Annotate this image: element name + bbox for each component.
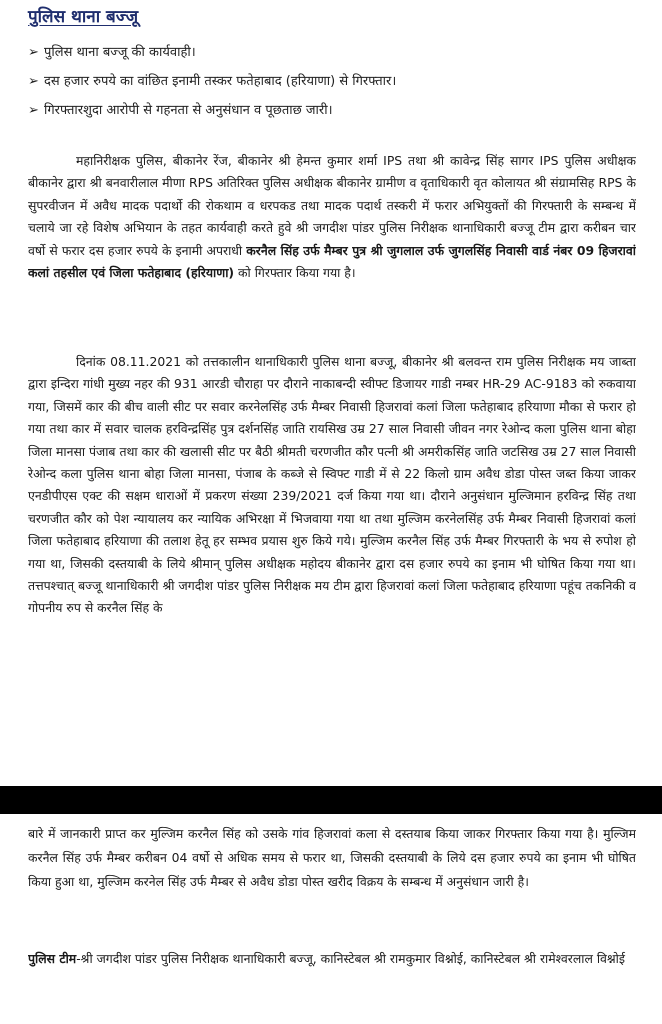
paragraph-incident	[28, 351, 636, 746]
bullet-text: पुलिस थाना बज्जू की कार्यवाही।	[44, 45, 196, 60]
paragraph-arrest	[28, 822, 636, 932]
bullet-list	[28, 38, 648, 125]
bullet-item	[28, 67, 648, 96]
police-team	[28, 946, 636, 1006]
arrow-bullet-icon: ➢	[28, 74, 39, 89]
incident-text: दिनांक 08.11.2021 को तत्तकालीन थानाधिकारी पुलिस थाना बज्जू, बीकानेर श्री बलवन्त राम पुलिस निरीक्षक मय जाब्ता द्वारा इन्दिरा गांधी मुख्य नहर की 931 आरडी चौराहा पर दौराने नाकाबन्दी स्वीफ्ट डिजायर गाडी नम्बर HR-29 AC-9183 को रुकवाया गया, जिसमें कार की बीच वाली सीट पर सवार करनेलसिंह उर्फ मैम्बर निवासी हिजरावां कलां जिला फतेहाबाद हरियाणा मौका से फरार हो गया तथा कार में सवार चालक हरविन्द्रसिंह पुत्र दर्शनसिंह जाति रायसिख उम्र 27 साल निवासी जीवन नगर रेओन्द कला पुलिस थाना बोहा जिला मानसा पंजाब तथा कार की खलासी सीट पर बैठी श्रीमती चरणजीत कौर पत्नी श्री अमरीकसिंह जाति जटसिख उम्र 27 साल निवासी रेओन्द कला पुलिस थाना बोहा जिला मानसा, पंजाब के कब्जे से स्विफ्ट गाडी में से 22 किलो ग्राम अवैध डोडा पोस्त जब्त किया जाकर एनडीपीएस एक्ट की सक्षम धाराओं में प्रकरण संख्या 239/2021 दर्ज किया गया था। दौराने अनुसंधान मुल्जिमान हरविन्द्र सिंह तथा चरणजीत कौर को पेश न्यायालय कर न्यायिक अभिरक्षा में भिजवाया गया था तथा मुल्जिम करनेलसिंह उर्फ मैम्बर निवासी हिजरावां कलां जिला फतेहाबाद हरियाणा की तलाश हेतू हर सम्भव प्रयास शुरु किये गये। मुल्जिम करनैल सिंह उर्फ मैम्बर गिरफ्तारी के भय से रुपोश हो गया था, जिसकी दस्तयाबी के लिये श्रीमान् पुलिस अधीक्षक महोदय बीकानेर द्वारा दस हजार रुपये का इनाम भी घोषित किया गया था। तत्तपश्चात् बज्जू थानाधिकारी श्री जगदीश पांडर पुलिस निरीक्षक मय टीम द्वारा हिजरावां कलां जिला फतेहाबाद हरियाणा पहूंच तकनिकी व गोपनीय रुप से करनैल सिंह के	[28, 354, 636, 616]
paragraph-intro	[28, 150, 636, 350]
bullet-item	[28, 96, 648, 125]
page-title: पुलिस थाना बज्जू	[28, 7, 139, 27]
team-members: -श्री जगदीश पांडर पुलिस निरीक्षक थानाधिकारी बज्जू, कानिस्टेबल श्री रामकुमार विश्नोई, कानिस्टेबल श्री रामेश्वरलाल विश्नोई	[76, 951, 625, 966]
arrow-bullet-icon: ➢	[28, 45, 39, 60]
bullet-item	[28, 38, 648, 67]
intro-text: महानिरीक्षक पुलिस, बीकानेर रेंज, बीकानेर श्री हेमन्त कुमार शर्मा IPS तथा श्री कावेन्द्र सिंह सागर IPS पुलिस अधीक्षक बीकानेर द्वारा श्री बनवारीलाल मीणा RPS अतिरिक्त पुलिस अधीक्षक बीकानेर ग्रामीण व वृताधिकारी वृत कोलायत श्री संग्रामसिह RPS के सुपरवीजन में अवैध मादक पदार्थो की रोकथाम व धरपकड तथा मादक पदार्थ तस्करी में फरार अभियुक्तों की गिरफ्तारी के सम्बन्ध में चलाये जा रहे विशेष अभियान के तहत कार्यवाही करते हुवे श्री जगदीश पांडर पुलिस निरीक्षक थानाधिकारी बज्जू टीम द्वारा करीबन चार वर्षो से फरार दस हजार रुपये के इनामी अपराधी	[28, 153, 636, 258]
accused-name: करनैल सिंह उर्फ मैम्बर पुत्र श्री जुगलाल उर्फ जुगलसिंह निवासी वार्ड नंबर 09 हिजरावां कलां तहसील एवं जिला फतेहाबाद (हरियाणा)	[28, 242, 636, 281]
bullet-text: दस हजार रुपये का वांछित इनामी तस्कर फतेहाबाद (हरियाणा) से गिरफ्तार।	[44, 74, 397, 89]
page-break-bar	[0, 786, 662, 814]
arrow-bullet-icon: ➢	[28, 103, 39, 118]
team-label: पुलिस टीम	[28, 951, 77, 966]
intro-tail: को गिरफ्तार किया गया है।	[234, 265, 356, 281]
bullet-text: गिरफ्तारशुदा आरोपी से गहनता से अनुसंधान व पूछताछ जारी।	[44, 103, 333, 118]
arrest-text: बारे में जानकारी प्राप्त कर मुल्जिम करनैल सिंह को उसके गांव हिजरावां कला से दस्तयाब किया जाकर गिरफ्तार किया गया है। मुल्जिम करनैल सिंह उर्फ मैम्बर करीबन 04 वर्षो से अधिक समय से फरार था, जिसकी दस्तयाबी के लिये दस हजार रुपये का इनाम भी घोषित किया हुआ था, मुल्जिम करनेल सिंह उर्फ मैम्बर से अवैध डोडा पोस्त खरीद विक्रय के सम्बन्ध में अनुसंधान जारी है।	[28, 826, 636, 889]
